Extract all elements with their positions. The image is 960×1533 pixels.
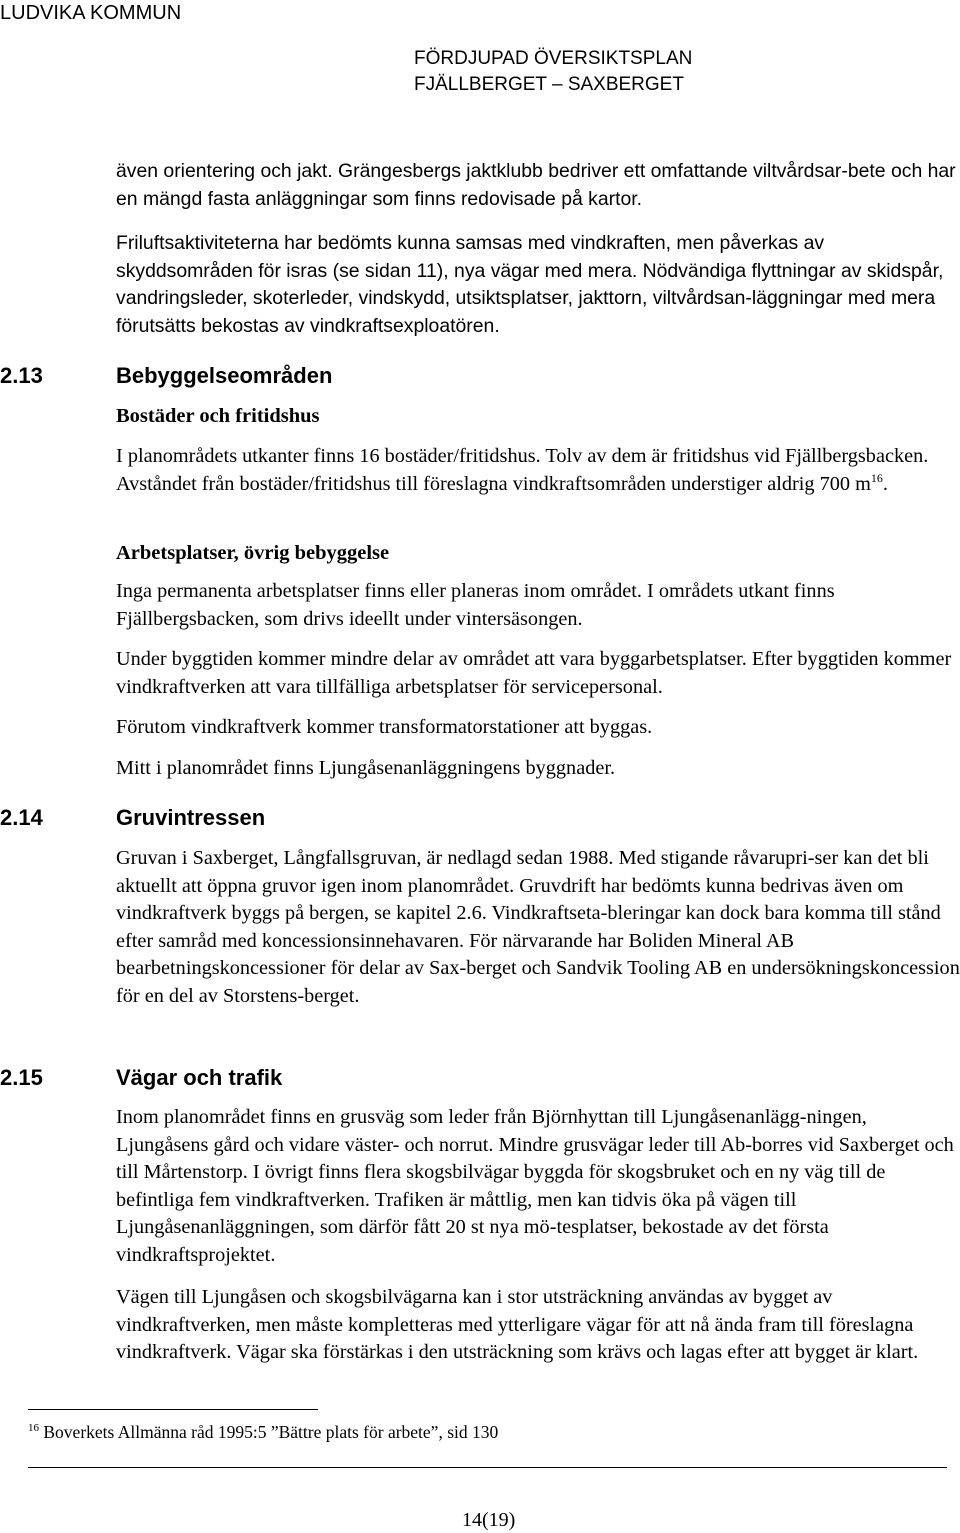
paragraph-housing	[116, 443, 960, 498]
header-org: LUDVIKA KOMMUN	[0, 2, 182, 24]
section-heading-2-13	[0, 363, 332, 389]
intro-paragraph-1: även orientering och jakt. Grängesbergs jaktklubb bedriver ett omfattande viltvårdsar-bete och har en mängd fasta anläggningar som finns redovisade på kartor.	[116, 160, 956, 210]
section-title: Vägar och trafik	[116, 1065, 283, 1090]
paragraph-mining: Gruvan i Saxberget, Långfallsgruvan, är nedlagd sedan 1988. Med stigande råvarupri-ser kan det bli aktuellt att öppna gruvor igen inom planområdet. Gruvdrift har bedömts kunna bedrivas även om vindkraftverk byggs på bergen, se kapitel 2.6. Vindkraftseta-bleringar kan dock bara komma till stånd efter samråd med koncessionsinnehavaren. För närvarande har Boliden Mineral AB bearbetningskoncessioner för delar av Sax-berget och Sandvik Tooling AB en undersökningskoncession för en del av Storstens-berget.	[116, 847, 960, 1007]
paragraph-workplaces: Inga permanenta arbetsplatser finns eller planeras inom området. I områdets utkant finns Fjällbergsbacken, som drivs ideellt under vintersäsongen.	[116, 580, 835, 630]
footnote	[28, 1420, 498, 1444]
paragraph-ljungasen: Mitt i planområdet finns Ljungåsenanläggningens byggnader.	[116, 757, 616, 779]
section-number: 2.13	[0, 363, 43, 388]
footnote-reference: 16	[870, 470, 883, 485]
footnote-number: 16	[28, 1422, 39, 1435]
section-number: 2.14	[0, 805, 43, 830]
intro-paragraph-2: Friluftsaktiviteterna har bedömts kunna samsas med vindkraften, men påverkas av skyddsområden för isras (se sidan 11), nya vägar med mera. Nödvändiga flyttningar av skidspår, vandringsleder, skoterleder, vindskydd, utsiktsplatser, jakttorn, viltvårdsan-läggningar med mera förutsätts bekostas av vindkraftsexploatören.	[116, 232, 944, 337]
section-heading-2-15	[0, 1065, 282, 1091]
paragraph-transformers: Förutom vindkraftverk kommer transformatorstationer att byggas.	[116, 716, 653, 738]
subheading-workplaces: Arbetsplatser, övrig bebyggelse	[116, 542, 390, 564]
section-title: Bebyggelseområden	[116, 363, 333, 388]
footnote-divider	[28, 1409, 318, 1410]
section-number: 2.15	[0, 1065, 43, 1090]
paragraph-road-usage: Vägen till Ljungåsen och skogsbilvägarna kan i stor utsträckning användas av bygget av vindkraftverken, men måste kompletteras med ytterligare vägar för att nå ända fram till föreslagna vindkraftverk. Vägar ska förstärkas i den utsträckning som krävs och lagas efter att bygget är klart.	[116, 1286, 919, 1364]
subheading-housing: Bostäder och fritidshus	[116, 405, 320, 427]
section-title: Gruvintressen	[116, 805, 266, 830]
paragraph-housing-text: I planområdets utkanter finns 16 bostäder/fritidshus. Tolv av dem är fritidshus vid Fjällbergsbacken. Avståndet från bostäder/fritidshus till föreslagna vindkraftsområden understiger aldrig 700 m	[116, 445, 929, 495]
paragraph-housing-end: .	[882, 472, 888, 495]
footnote-text: Boverkets Allmänna råd 1995:5 ”Bättre plats för arbete”, sid 130	[39, 1422, 499, 1442]
section-heading-2-14	[0, 805, 265, 831]
paragraph-construction: Under byggtiden kommer mindre delar av området att vara byggarbetsplatser. Efter byggtiden kommer vindkraftverken att vara tillfälliga arbetsplatser för servicepersonal.	[116, 648, 952, 698]
header-plan-area: FJÄLLBERGET – SAXBERGET	[414, 74, 684, 95]
footer-divider	[28, 1467, 947, 1468]
page-number: 14(19)	[462, 1509, 516, 1531]
header-plan-type: FÖRDJUPAD ÖVERSIKTSPLAN	[414, 48, 693, 69]
paragraph-roads: Inom planområdet finns en grusväg som leder från Björnhyttan till Ljungåsenanlägg-ningen, Ljungåsens gård och vidare väster- och norrut. Mindre grusvägar leder till Ab-borres vid Saxberget och till Mårtenstorp. I övrigt finns flera skogsbilvägar byggda för skogsbruket och en ny väg till de befintliga fem vindkraftverken. Trafiken är måttlig, men kan tidvis öka på vägen till Ljungåsenanläggningen, som därför fått 20 st nya mö-tesplatser, bekostade av det första vindkraftsprojektet.	[116, 1106, 954, 1266]
